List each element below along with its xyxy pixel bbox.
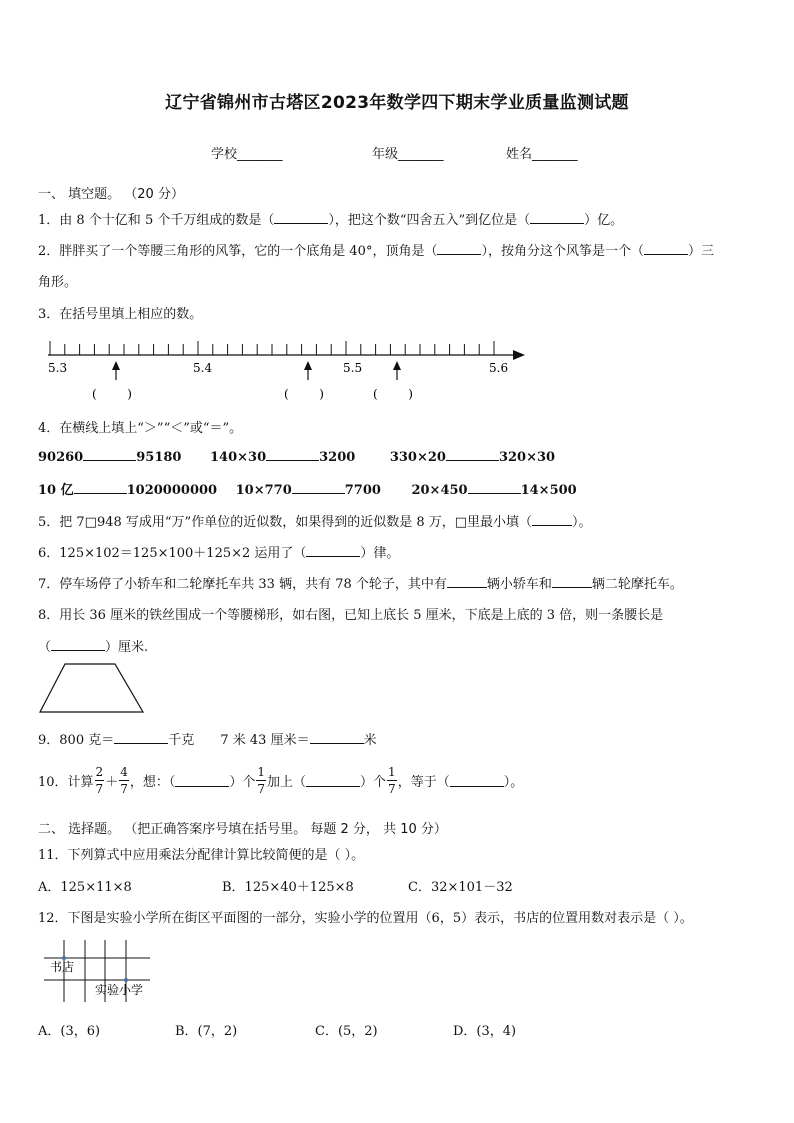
compare-row-1: 90260 95180 140×30 3200 330×20 320×30 (38, 450, 556, 465)
section-1-heading: 一、 填空题。 （20 分） (38, 187, 184, 202)
school-field: 学校_______ (211, 147, 283, 162)
answer-paren: ( ) (373, 387, 413, 401)
q12-option-c: C．(5，2) (315, 1024, 378, 1039)
question-6: 6．125×102＝125×100＋125×2 运用了（ ）律。 (38, 546, 400, 561)
tick-label: 5.3 (48, 361, 68, 375)
fraction: $\frac{1}{7}$ (257, 765, 266, 796)
school-label: 实验小学 (95, 983, 144, 997)
question-8: 8．用长 36 厘米的铁丝围成一个等腰梯形，如右图，已知上底长 5 厘米，下底是上底的 3 倍，则一条腰长是 (38, 608, 664, 623)
arrow-up-icon (304, 361, 312, 380)
question-1: 1．由 8 个十亿和 5 个千万组成的数是（ ），把这个数“四舍五入”到亿位是（ ）亿。 (38, 213, 624, 228)
trapezoid-figure (38, 660, 148, 716)
question-4: 4．在横线上填上“＞”“＜”或“＝”。 (38, 421, 243, 436)
question-3: 3．在括号里填上相应的数。 (38, 307, 203, 322)
q11-option-c: C．32×101－32 (408, 880, 513, 895)
q12-option-a: A．(3，6) (38, 1024, 101, 1039)
question-11: 11．下列算式中应用乘法分配律计算比较简便的是（ ）。 (38, 848, 365, 863)
street-map (40, 938, 170, 1004)
section-2-heading: 二、 选择题。 （把正确答案序号填在括号里。 每题 2 分， 共 10 分） (38, 822, 447, 837)
question-12: 12．下图是实验小学所在街区平面图的一部分，实验小学的位置用（6，5）表示，书店的位置用数对表示是（ ）。 (38, 911, 693, 926)
arrow-up-icon (393, 361, 401, 380)
answer-paren: ( ) (284, 387, 324, 401)
answer-paren: ( ) (92, 387, 132, 401)
bookstore-label: 书店 (50, 960, 75, 974)
number-line (40, 328, 540, 408)
question-9: 9．800 克＝ 千克 7 米 43 厘米＝ 米 (38, 733, 377, 748)
page-title: 辽宁省锦州市古塔区2023年数学四下期末学业质量监测试题 (165, 93, 629, 113)
tick-label: 5.4 (193, 361, 213, 375)
question-7: 7．停车场停了小轿车和二轮摩托车共 33 辆，共有 78 个轮子，其中有 辆小轿车和 辆二轮摩托车。 (38, 577, 683, 592)
q12-option-b: B．(7，2) (175, 1024, 238, 1039)
fraction: $\frac{2}{7}$ (95, 765, 104, 796)
school-marker (124, 978, 128, 982)
name-field: 姓名_______ (506, 147, 578, 162)
q11-option-a: A．125×11×8 (38, 880, 132, 895)
question-2-cont: 角形。 (38, 275, 78, 290)
tick-label: 5.6 (489, 361, 509, 375)
q11-option-b: B．125×40＋125×8 (222, 880, 354, 895)
question-10: 10．计算 $\frac{2}{7}$ ＋ $\frac{4}{7}$ ，想：（ ）个 $\frac{1}{7}$ 加上（ ）个 $\frac{1}{7}$ ，等于（ ）。 (38, 765, 524, 796)
grade-field: 年级_______ (372, 147, 444, 162)
fraction: $\frac{4}{7}$ (120, 765, 128, 796)
tick-label: 5.5 (343, 361, 363, 375)
q12-option-d: D．(3，4) (453, 1024, 517, 1039)
arrow-up-icon (112, 361, 120, 380)
question-8-cont: （ ）厘米. (38, 640, 149, 655)
compare-row-2: 10 亿 1020000000 10×770 7700 20×450 14×500 (38, 483, 577, 498)
fraction: $\frac{1}{7}$ (388, 765, 396, 796)
question-2: 2．胖胖买了一个等腰三角形的风筝，它的一个底角是 40°，顶角是（ ），按角分这个风筝是一个（ ）三 (38, 244, 714, 259)
question-5: 5．把 7□948 写成用“万”作单位的近似数，如果得到的近似数是 8 万，□里最小填（ ）。 (38, 515, 592, 530)
